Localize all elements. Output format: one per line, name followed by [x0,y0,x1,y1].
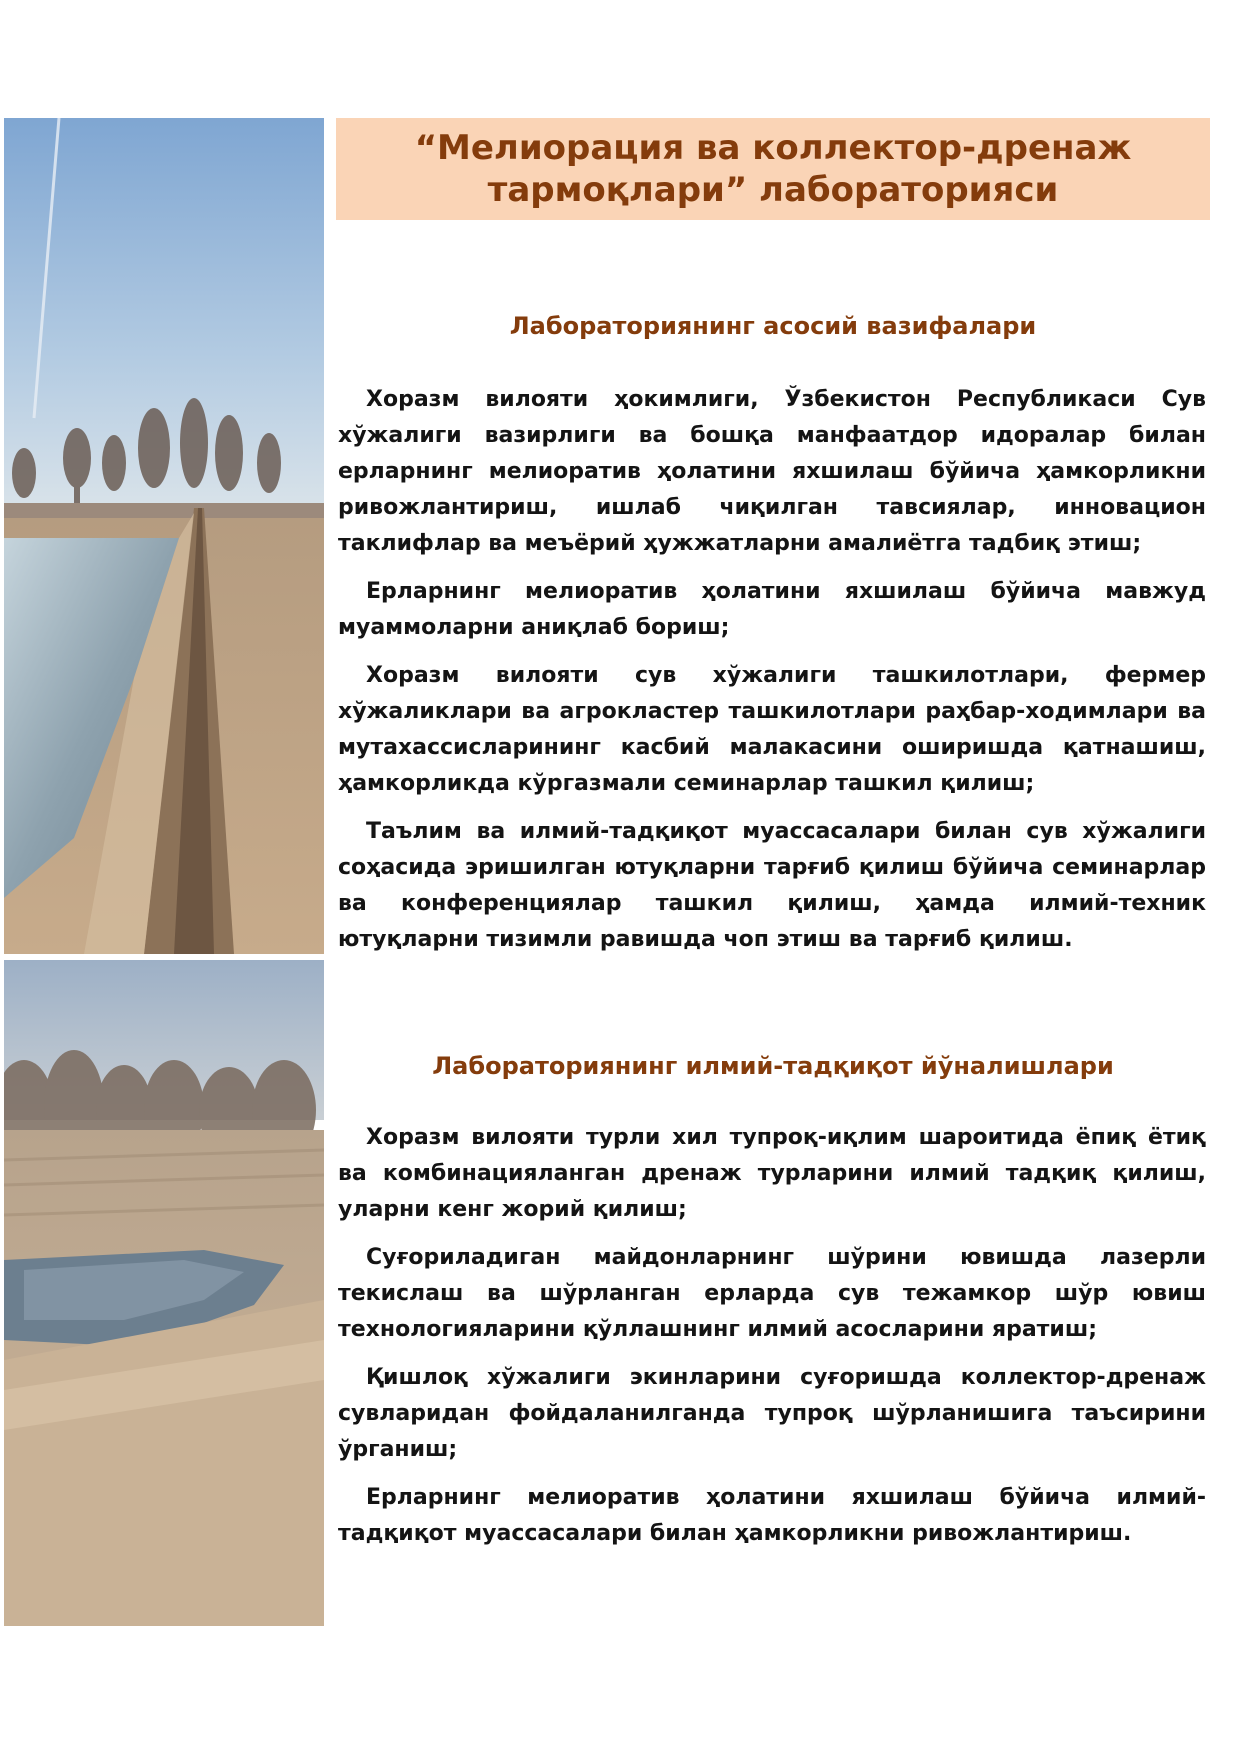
title-banner [336,118,1210,220]
drainage-ditch-image [4,118,324,954]
page-title-line-1: “Мелиорация ва коллектор-дренаж [414,128,1132,168]
research-directions-list [338,1120,1206,1564]
page-title-line-2: тармоқлари” лабораторияси [487,170,1059,210]
research-paragraph: Хоразм вилояти турли хил тупроқ-иқлим шароитида ёпиқ ётиқ ва комбинацияланган дренаж турларини илмий тадқиқ қилиш, уларни кенг жорий қилиш; [338,1125,1206,1222]
section-heading-research-directions: Лабораториянинг илмий-тадқиқот йўналишлари [432,1052,1114,1080]
task-paragraph: Таълим ва илмий-тадқиқот муассасалари билан сув хўжалиги соҳасида эришилган ютуқларни тарғиб қилиш бўйича семинарлар ва конференциялар ташкил қилиш, ҳамда илмий-техник ютуқларни тизимли равишда чоп этиш ва тарғиб қилиш. [338,819,1206,952]
research-paragraph: Суғориладиган майдонларнинг шўрини ювишда лазерли текислаш ва шўрланган ерларда сув тежамкор шўр ювиш технологияларини қўллашнинг илмий асосларини яратиш; [338,1245,1206,1342]
drainage-ditch-photo [4,118,324,954]
task-paragraph: Хоразм вилояти сув хўжалиги ташкилотлари, фермер хўжаликлари ва агрокластер ташкилотлари раҳбар-ходимлари ва мутахассисларининг касбий малакасини оширишда қатнашиш, ҳамкорликда кўргазмали семинарлар ташкил қилиш; [338,663,1206,796]
section-heading-main-tasks: Лабораториянинг асосий вазифалари [509,312,1037,340]
research-paragraph: Ерларнинг мелиоратив ҳолатини яхшилаш бўйича илмий-тадқиқот муассасалари билан ҳамкорликни ривожлантириш. [338,1485,1206,1546]
main-tasks-list [338,382,1206,970]
flooded-field-photo [4,960,324,1626]
task-paragraph: Хоразм вилояти ҳокимлиги, Ўзбекистон Республикаси Сув хўжалиги вазирлиги ва бошқа манфаатдор идоралар билан ерларнинг мелиоратив ҳолатини яхшилаш бўйича ҳамкорликни ривожлантириш, ишлаб чиқилган тавсиялар, инновацион таклифлар ва меъёрий ҳужжатларни амалиётга тадбиқ этиш; [338,387,1206,556]
task-paragraph: Ерларнинг мелиоратив ҳолатини яхшилаш бўйича мавжуд муаммоларни аниқлаб бориш; [338,579,1206,640]
flooded-field-image [4,960,324,1626]
research-paragraph: Қишлоқ хўжалиги экинларини суғоришда коллектор-дренаж сувларидан фойдаланилганда тупроқ шўрланишига таъсирини ўрганиш; [338,1365,1206,1462]
